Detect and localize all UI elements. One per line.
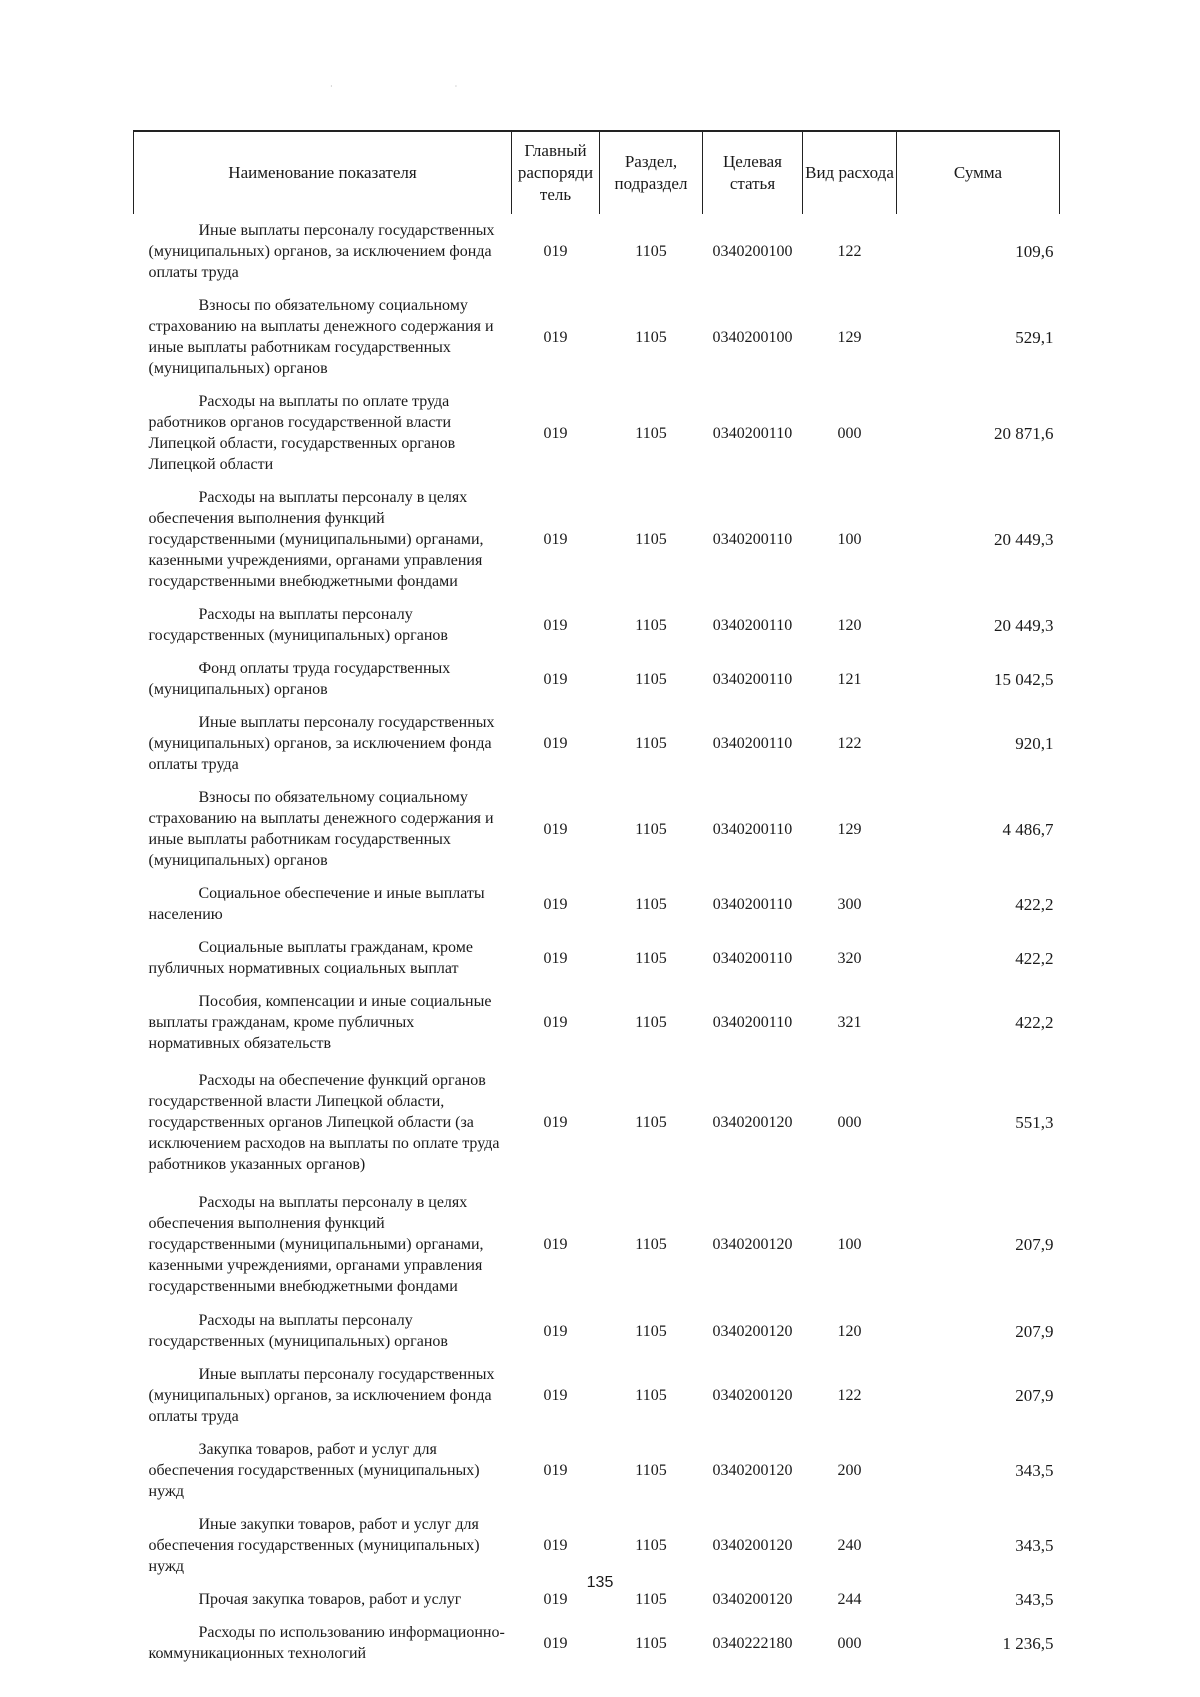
row-glav-cell: 019 <box>543 1462 568 1479</box>
row-summa-cell: 343,5 <box>1015 1536 1054 1555</box>
row-celevaya-cell: 0340200120 <box>712 1591 793 1608</box>
table-row <box>134 985 1060 1060</box>
row-vid-cell: 320 <box>837 949 862 967</box>
row-celevaya-cell: 0340200120 <box>712 1235 793 1253</box>
row-razdel-cell: 1105 <box>635 1634 667 1652</box>
row-glav-cell: 019 <box>543 735 568 752</box>
row-vid-cell: 200 <box>837 1462 862 1479</box>
row-name-cell: Иные закупки товаров, работ и услуг для обеспечения государственных (муниципальных) нужд <box>148 1516 480 1575</box>
row-razdel-cell: 1105 <box>635 1014 667 1031</box>
row-name-cell: Прочая закупка товаров, работ и услуг <box>198 1591 462 1608</box>
row-summa-cell: 20 449,3 <box>994 615 1054 635</box>
row-glav-cell: 019 <box>543 895 568 913</box>
row-summa-cell: 207,9 <box>1015 1386 1054 1405</box>
row-glav-cell: 019 <box>543 1235 568 1253</box>
row-celevaya-cell: 0340200120 <box>712 1462 793 1479</box>
row-glav-cell: 019 <box>543 670 568 688</box>
row-name-cell: Иные выплаты персоналу государственных (муниципальных) органов, за исключением фонда оплаты труда <box>148 1366 495 1425</box>
scan-artifact: · · <box>330 82 518 91</box>
row-vid-cell: 120 <box>837 1322 862 1340</box>
table-row <box>134 1508 1060 1583</box>
row-razdel-cell: 1105 <box>635 616 667 634</box>
row-celevaya-cell: 0340200110 <box>712 616 793 634</box>
row-glav-cell: 019 <box>543 243 568 260</box>
table-row <box>134 385 1060 481</box>
table-row <box>134 706 1060 781</box>
row-vid-cell: 321 <box>837 1014 862 1031</box>
row-razdel-cell: 1105 <box>635 1591 667 1608</box>
header-celevaya: Целевая статья <box>703 131 803 214</box>
row-name-cell: Расходы на выплаты персоналу в целях обеспечения выполнения функций государственными (муниципальными) органами, казенными учреждениями, органами управления государственными внебюджетными фондами <box>148 1193 484 1295</box>
row-summa-cell: 343,5 <box>1015 1461 1054 1480</box>
header-name: Наименование показателя <box>134 131 512 214</box>
row-vid-cell: 122 <box>837 735 862 752</box>
row-summa-cell: 207,9 <box>1015 1234 1054 1254</box>
row-razdel-cell: 1105 <box>635 243 667 260</box>
row-razdel-cell: 1105 <box>635 895 667 913</box>
row-summa-cell: 422,2 <box>1015 1013 1054 1032</box>
header-vid: Вид расхода <box>803 131 897 214</box>
row-glav-cell: 019 <box>543 1387 568 1404</box>
row-vid-cell: 300 <box>837 895 862 913</box>
row-vid-cell: 240 <box>837 1537 862 1554</box>
row-vid-cell: 122 <box>837 243 862 260</box>
row-celevaya-cell: 0340200110 <box>712 424 793 442</box>
row-name-cell: Иные выплаты персоналу государственных (муниципальных) органов, за исключением фонда оплаты труда <box>148 714 495 773</box>
header-razdel: Раздел, подраздел <box>600 131 703 214</box>
row-vid-cell: 244 <box>837 1591 862 1608</box>
row-name-cell: Закупка товаров, работ и услуг для обеспечения государственных (муниципальных) нужд <box>148 1441 480 1500</box>
row-name-cell: Расходы на выплаты персоналу государственных (муниципальных) органов <box>148 606 448 644</box>
row-glav-cell: 019 <box>543 616 568 634</box>
table-row <box>134 1433 1060 1508</box>
row-vid-cell: 000 <box>837 424 862 442</box>
table-row <box>134 1060 1060 1184</box>
row-razdel-cell: 1105 <box>635 531 667 548</box>
row-glav-cell: 019 <box>543 531 568 548</box>
row-celevaya-cell: 0340200110 <box>712 735 793 752</box>
row-vid-cell: 129 <box>837 328 862 346</box>
row-vid-cell: 000 <box>837 1634 862 1652</box>
row-razdel-cell: 1105 <box>635 1462 667 1479</box>
table-row <box>134 481 1060 598</box>
row-summa-cell: 920,1 <box>1015 734 1054 753</box>
row-celevaya-cell: 0340200120 <box>712 1537 793 1554</box>
table-row <box>134 1304 1060 1358</box>
row-glav-cell: 019 <box>543 1322 568 1340</box>
row-name-cell: Социальные выплаты гражданам, кроме публичных нормативных социальных выплат <box>148 939 473 977</box>
row-summa-cell: 207,9 <box>1015 1321 1054 1341</box>
row-vid-cell: 100 <box>837 1235 862 1253</box>
row-summa-cell: 20 871,6 <box>994 423 1054 443</box>
row-razdel-cell: 1105 <box>635 1537 667 1554</box>
row-razdel-cell: 1105 <box>635 1387 667 1404</box>
row-razdel-cell: 1105 <box>635 670 667 688</box>
row-glav-cell: 019 <box>543 1634 568 1652</box>
row-razdel-cell: 1105 <box>635 949 667 967</box>
budget-table <box>133 130 1060 1670</box>
row-glav-cell: 019 <box>543 328 568 346</box>
row-razdel-cell: 1105 <box>635 1322 667 1340</box>
row-vid-cell: 122 <box>837 1387 862 1404</box>
row-celevaya-cell: 0340200110 <box>712 895 793 913</box>
row-celevaya-cell: 0340200120 <box>712 1322 793 1340</box>
header-glav: Главный распоряди тель <box>512 131 600 214</box>
row-vid-cell: 129 <box>837 820 862 838</box>
row-summa-cell: 20 449,3 <box>994 530 1054 549</box>
row-razdel-cell: 1105 <box>635 1113 667 1131</box>
row-razdel-cell: 1105 <box>635 735 667 752</box>
table-row <box>134 598 1060 652</box>
row-razdel-cell: 1105 <box>635 820 667 838</box>
table-row <box>134 781 1060 877</box>
row-razdel-cell: 1105 <box>635 1235 667 1253</box>
row-name-cell: Иные выплаты персоналу государственных (муниципальных) органов, за исключением фонда оплаты труда <box>148 222 495 281</box>
row-summa-cell: 529,1 <box>1015 327 1054 347</box>
row-name-cell: Расходы на обеспечение функций органов государственной власти Липецкой области, государственных органов Липецкой области (за исключением расходов на выплаты по оплате труда работников указанных органов) <box>148 1071 500 1173</box>
row-glav-cell: 019 <box>543 1591 568 1608</box>
row-summa-cell: 422,2 <box>1015 894 1054 914</box>
table-row <box>134 1616 1060 1670</box>
table-row <box>134 877 1060 931</box>
row-vid-cell: 121 <box>837 670 862 688</box>
table-row <box>134 652 1060 706</box>
row-glav-cell: 019 <box>543 820 568 838</box>
row-celevaya-cell: 0340200120 <box>712 1387 793 1404</box>
row-glav-cell: 019 <box>543 1113 568 1131</box>
row-name-cell: Расходы на выплаты по оплате труда работников органов государственной власти Липецкой области, государственных органов Липецкой области <box>148 393 456 473</box>
row-summa-cell: 4 486,7 <box>1002 819 1054 839</box>
row-celevaya-cell: 0340200120 <box>712 1113 793 1131</box>
row-celevaya-cell: 0340200110 <box>712 820 793 838</box>
row-name-cell: Взносы по обязательному социальному страхованию на выплаты денежного содержания и иные выплаты работникам государственных (муниципальных) органов <box>148 789 494 869</box>
row-vid-cell: 120 <box>837 616 862 634</box>
table-row <box>134 931 1060 985</box>
table-body <box>134 214 1060 1670</box>
header-summa: Сумма <box>897 131 1060 214</box>
row-name-cell: Социальное обеспечение и иные выплаты населению <box>148 885 485 923</box>
row-name-cell: Расходы по использованию информационно-коммуникационных технологий <box>148 1624 505 1662</box>
row-summa-cell: 109,6 <box>1015 242 1054 261</box>
row-name-cell: Взносы по обязательному социальному страхованию на выплаты денежного содержания и иные выплаты работникам государственных (муниципальных) органов <box>148 297 494 377</box>
row-celevaya-cell: 0340222180 <box>712 1634 793 1652</box>
row-summa-cell: 1 236,5 <box>1002 1633 1054 1653</box>
row-vid-cell: 100 <box>837 531 862 548</box>
row-glav-cell: 019 <box>543 1014 568 1031</box>
row-summa-cell: 343,5 <box>1015 1590 1054 1609</box>
row-razdel-cell: 1105 <box>635 328 667 346</box>
row-summa-cell: 551,3 <box>1015 1112 1054 1132</box>
row-name-cell: Пособия, компенсации и иные социальные выплаты гражданам, кроме публичных нормативных обязательств <box>148 993 492 1052</box>
row-celevaya-cell: 0340200110 <box>712 949 793 967</box>
row-celevaya-cell: 0340200100 <box>712 243 793 260</box>
table-row <box>134 1184 1060 1304</box>
row-glav-cell: 019 <box>543 424 568 442</box>
row-name-cell: Расходы на выплаты персоналу в целях обеспечения выполнения функций государственными (муниципальными) органами, казенными учреждениями, органами управления государственными внебюджетными фондами <box>148 489 484 590</box>
row-name-cell: Расходы на выплаты персоналу государственных (муниципальных) органов <box>148 1312 448 1350</box>
row-summa-cell: 422,2 <box>1015 948 1054 968</box>
row-glav-cell: 019 <box>543 949 568 967</box>
table-row <box>134 289 1060 385</box>
row-celevaya-cell: 0340200110 <box>712 1014 793 1031</box>
table-header <box>134 131 1060 214</box>
row-celevaya-cell: 0340200100 <box>712 328 793 346</box>
row-celevaya-cell: 0340200110 <box>712 531 793 548</box>
table-row <box>134 214 1060 289</box>
row-razdel-cell: 1105 <box>635 424 667 442</box>
row-name-cell: Фонд оплаты труда государственных (муниципальных) органов <box>148 660 451 698</box>
row-celevaya-cell: 0340200110 <box>712 670 793 688</box>
table-row <box>134 1358 1060 1433</box>
row-glav-cell: 019 <box>543 1537 568 1554</box>
row-vid-cell: 000 <box>837 1113 862 1131</box>
page-number: 135 <box>586 1574 614 1591</box>
row-summa-cell: 15 042,5 <box>994 669 1054 689</box>
